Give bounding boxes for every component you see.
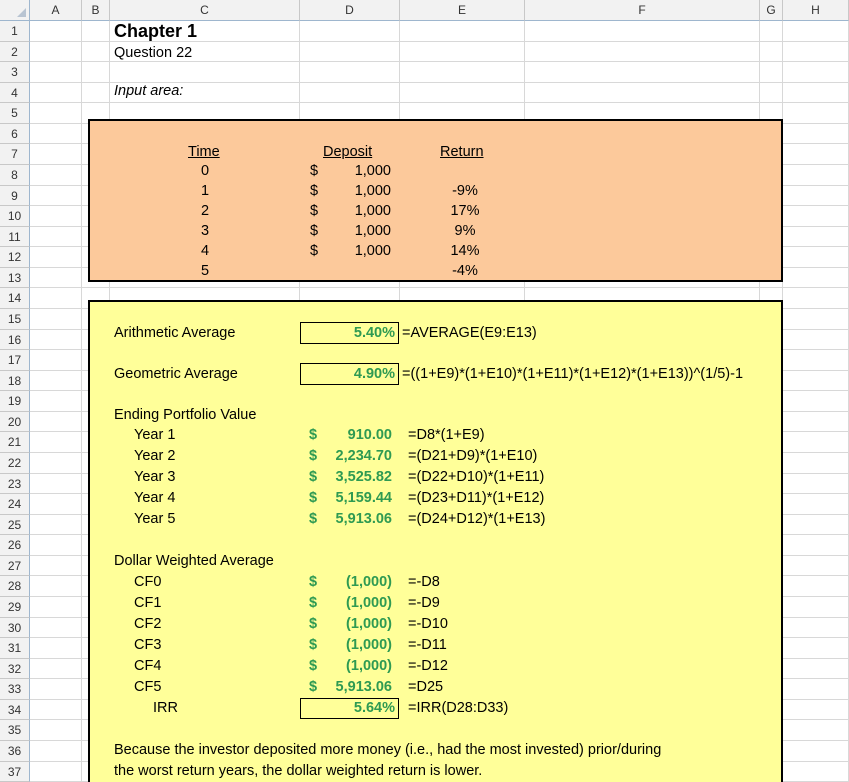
row-header[interactable]: 8 xyxy=(0,165,30,186)
deposit-currency: $ xyxy=(310,223,319,239)
cf-value: (1,000) xyxy=(346,574,392,590)
time-cell: 3 xyxy=(200,223,210,239)
row-header[interactable]: 24 xyxy=(0,494,30,515)
cf-value: (1,000) xyxy=(346,595,392,611)
column-header[interactable]: G xyxy=(760,0,783,21)
note-line-2: the worst return years, the dollar weighted return is lower. xyxy=(114,763,483,779)
page-subtitle: Question 22 xyxy=(114,45,193,61)
epv-label: Ending Portfolio Value xyxy=(114,407,257,423)
deposit-currency: $ xyxy=(310,203,319,219)
deposit-currency: $ xyxy=(310,183,319,199)
year-formula: =(D24+D12)*(1+E13) xyxy=(408,511,546,527)
gridline xyxy=(30,287,849,288)
cf-formula: =-D11 xyxy=(408,637,447,653)
row-header[interactable]: 15 xyxy=(0,309,30,330)
deposit-cell: 1,000 xyxy=(354,183,391,199)
row-header[interactable]: 2 xyxy=(0,42,30,63)
geo-label: Geometric Average xyxy=(114,366,238,382)
row-header[interactable]: 10 xyxy=(0,206,30,227)
row-header[interactable]: 22 xyxy=(0,453,30,474)
row-header[interactable]: 17 xyxy=(0,350,30,371)
cf-value: (1,000) xyxy=(346,616,392,632)
row-header[interactable]: 35 xyxy=(0,720,30,741)
dwa-label: Dollar Weighted Average xyxy=(114,553,274,569)
row-header[interactable]: 26 xyxy=(0,535,30,556)
row-header[interactable]: 28 xyxy=(0,576,30,597)
time-header: Time xyxy=(188,144,220,160)
cf-formula: =-D10 xyxy=(408,616,448,632)
column-header[interactable]: F xyxy=(525,0,760,21)
page-title: Chapter 1 xyxy=(114,21,198,41)
deposit-currency: $ xyxy=(310,163,319,179)
row-header[interactable]: 9 xyxy=(0,186,30,207)
column-header[interactable]: D xyxy=(300,0,400,21)
year-label: Year 4 xyxy=(134,490,176,506)
cf-label: CF2 xyxy=(134,616,162,632)
cf-label: CF1 xyxy=(134,595,162,611)
cf-label: CF0 xyxy=(134,574,162,590)
arith-formula: =AVERAGE(E9:E13) xyxy=(402,325,537,341)
irr-value: 5.64% xyxy=(353,700,395,716)
column-header[interactable]: E xyxy=(400,0,525,21)
column-header[interactable]: C xyxy=(110,0,300,21)
year-currency: $ xyxy=(309,427,318,443)
year-value: 910.00 xyxy=(347,427,392,443)
row-header[interactable]: 31 xyxy=(0,638,30,659)
row-header[interactable]: 19 xyxy=(0,391,30,412)
year-label: Year 3 xyxy=(134,469,176,485)
row-header[interactable]: 36 xyxy=(0,741,30,762)
year-label: Year 2 xyxy=(134,448,176,464)
note-line-1: Because the investor deposited more money (i.e., had the most invested) prior/during xyxy=(114,742,662,758)
year-formula: =D8*(1+E9) xyxy=(408,427,485,443)
irr-label: IRR xyxy=(153,700,178,716)
cf-value: (1,000) xyxy=(346,658,392,674)
cf-formula: =D25 xyxy=(408,679,444,695)
row-header[interactable]: 25 xyxy=(0,515,30,536)
row-header[interactable]: 11 xyxy=(0,227,30,248)
year-value: 3,525.82 xyxy=(335,469,392,485)
cf-currency: $ xyxy=(309,616,318,632)
row-header[interactable]: 30 xyxy=(0,618,30,639)
cf-currency: $ xyxy=(309,595,318,611)
cf-currency: $ xyxy=(309,637,318,653)
row-header[interactable]: 20 xyxy=(0,412,30,433)
cf-value: (1,000) xyxy=(346,637,392,653)
deposit-header: Deposit xyxy=(323,144,373,160)
row-header[interactable]: 16 xyxy=(0,330,30,351)
time-cell: 4 xyxy=(200,243,210,259)
year-value: 2,234.70 xyxy=(335,448,392,464)
cf-formula: =-D9 xyxy=(408,595,440,611)
arith-value: 5.40% xyxy=(353,325,395,341)
year-value: 5,913.06 xyxy=(335,511,392,527)
time-cell: 2 xyxy=(200,203,210,219)
arith-value-cell[interactable] xyxy=(300,322,399,344)
time-cell: 1 xyxy=(200,183,210,199)
arith-label: Arithmetic Average xyxy=(114,325,236,341)
year-currency: $ xyxy=(309,490,318,506)
column-header[interactable]: A xyxy=(30,0,82,21)
row-header[interactable]: 5 xyxy=(0,103,30,124)
row-header[interactable]: 7 xyxy=(0,144,30,165)
cf-label: CF4 xyxy=(134,658,162,674)
return-header: Return xyxy=(440,144,484,160)
year-value: 5,159.44 xyxy=(335,490,392,506)
cf-label: CF5 xyxy=(134,679,162,695)
column-header[interactable]: H xyxy=(783,0,849,21)
row-header[interactable]: 33 xyxy=(0,679,30,700)
cf-formula: =-D12 xyxy=(408,658,448,674)
row-header[interactable]: 32 xyxy=(0,659,30,680)
year-formula: =(D22+D10)*(1+E11) xyxy=(408,469,545,485)
row-header[interactable]: 27 xyxy=(0,556,30,577)
row-header[interactable]: 37 xyxy=(0,762,30,782)
geo-value: 4.90% xyxy=(353,366,395,382)
cf-label: CF3 xyxy=(134,637,162,653)
cf-currency: $ xyxy=(309,574,318,590)
time-cell: 5 xyxy=(200,263,210,279)
input-area-label: Input area: xyxy=(114,83,184,99)
deposit-cell: 1,000 xyxy=(354,203,391,219)
irr-formula: =IRR(D28:D33) xyxy=(408,700,509,716)
return-cell: 14% xyxy=(450,243,480,259)
deposit-cell: 1,000 xyxy=(354,223,391,239)
time-cell: 0 xyxy=(200,163,210,179)
deposit-cell: 1,000 xyxy=(354,243,391,259)
cf-value: 5,913.06 xyxy=(335,679,392,695)
year-label: Year 1 xyxy=(134,427,176,443)
row-header[interactable]: 13 xyxy=(0,268,30,289)
cf-formula: =-D8 xyxy=(408,574,440,590)
gridline xyxy=(81,21,82,782)
geo-formula: =((1+E9)*(1+E10)*(1+E11)*(1+E12)*(1+E13))^(1/5)-1 xyxy=(402,366,744,382)
gridline xyxy=(30,102,849,103)
return-cell: 17% xyxy=(450,203,480,219)
row-header[interactable]: 1 xyxy=(0,21,30,42)
year-currency: $ xyxy=(309,448,318,464)
return-cell: -4% xyxy=(452,263,478,279)
cf-currency: $ xyxy=(309,658,318,674)
return-cell: 9% xyxy=(454,223,476,239)
deposit-cell: 1,000 xyxy=(354,163,391,179)
row-header[interactable]: 34 xyxy=(0,700,30,721)
row-header[interactable]: 3 xyxy=(0,62,30,83)
select-all-corner[interactable] xyxy=(0,0,30,21)
row-header[interactable]: 6 xyxy=(0,124,30,145)
column-header[interactable]: B xyxy=(82,0,110,21)
row-header[interactable]: 4 xyxy=(0,83,30,104)
year-formula: =(D21+D9)*(1+E10) xyxy=(408,448,538,464)
year-formula: =(D23+D11)*(1+E12) xyxy=(408,490,545,506)
irr-value-cell[interactable] xyxy=(300,698,399,719)
row-header[interactable]: 29 xyxy=(0,597,30,618)
row-header[interactable]: 12 xyxy=(0,247,30,268)
return-cell: -9% xyxy=(452,183,478,199)
row-header[interactable]: 23 xyxy=(0,474,30,495)
geo-value-cell[interactable] xyxy=(300,363,399,385)
deposit-currency: $ xyxy=(310,243,319,259)
cf-currency: $ xyxy=(309,679,318,695)
year-currency: $ xyxy=(309,469,318,485)
row-header[interactable]: 18 xyxy=(0,371,30,392)
year-label: Year 5 xyxy=(134,511,176,527)
row-header[interactable]: 21 xyxy=(0,432,30,453)
row-header[interactable]: 14 xyxy=(0,288,30,309)
year-currency: $ xyxy=(309,511,318,527)
